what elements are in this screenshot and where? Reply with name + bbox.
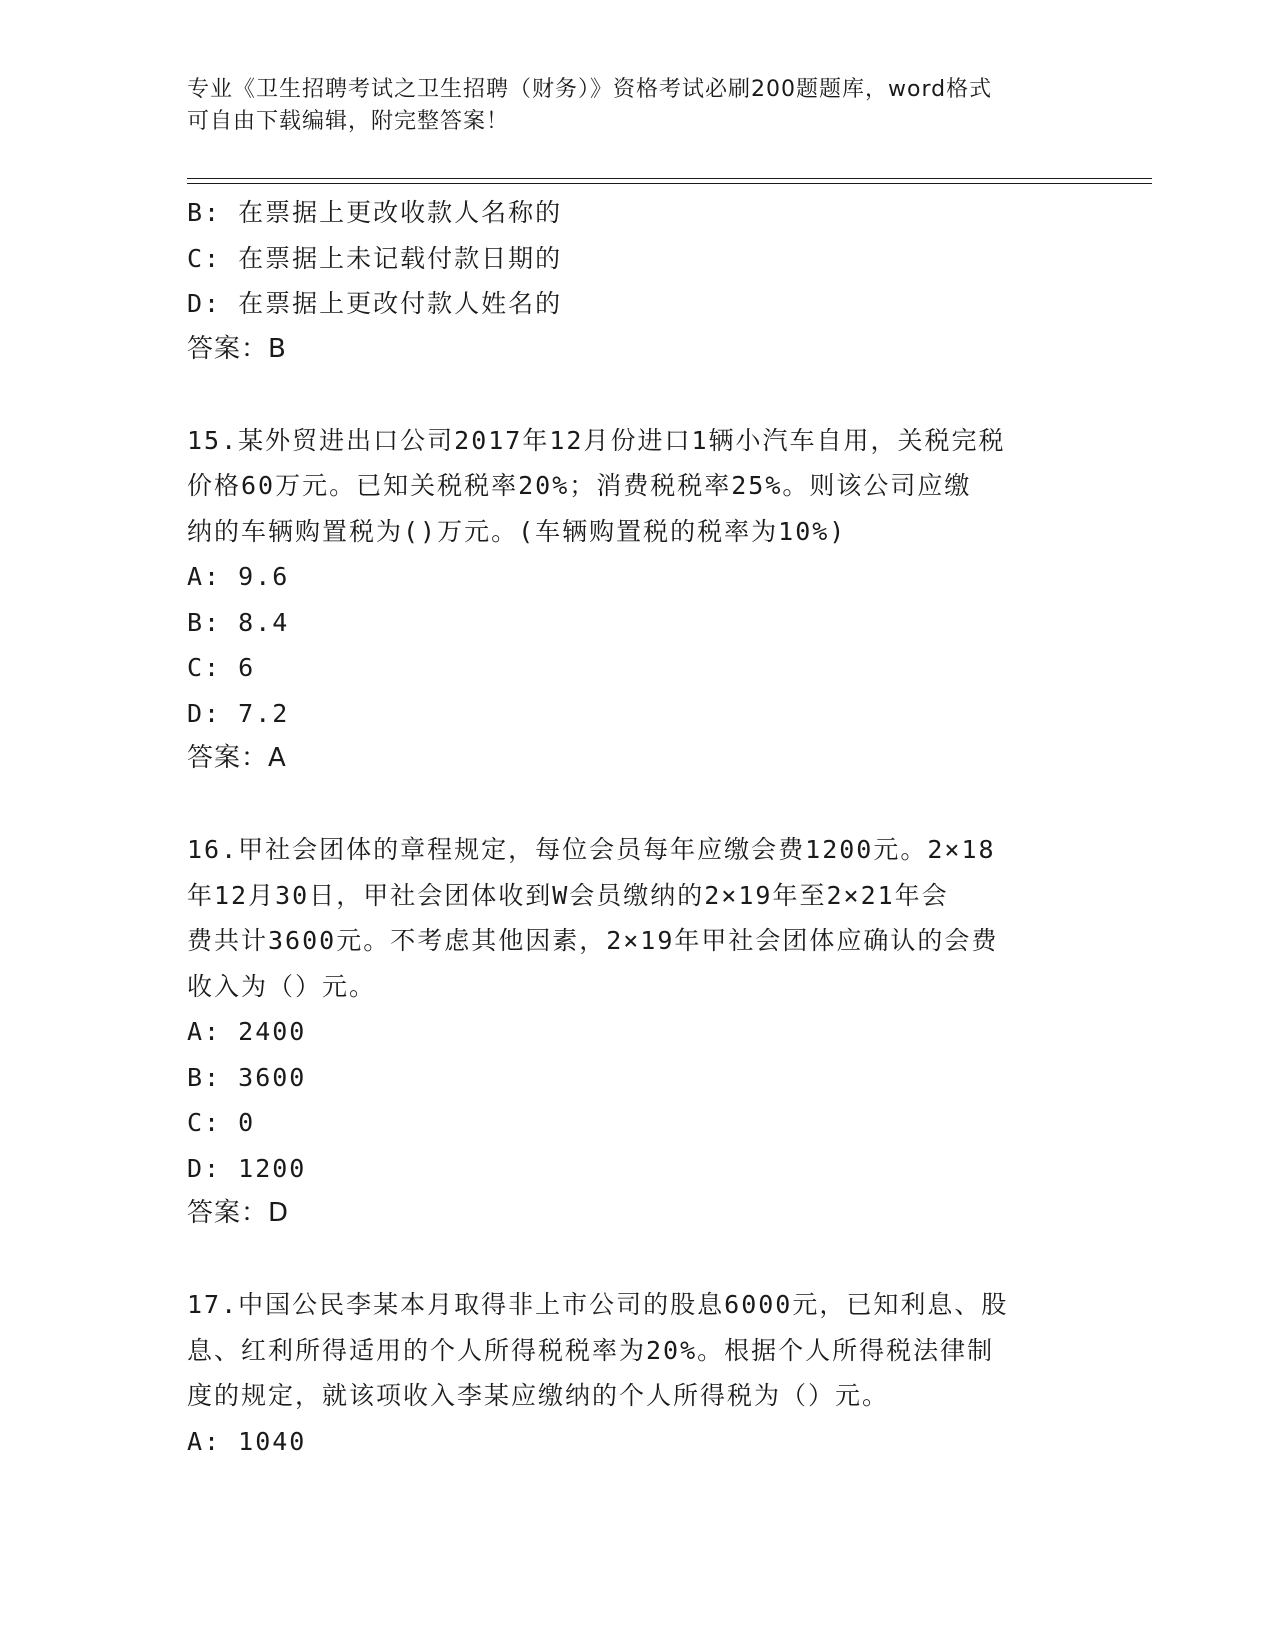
header-divider-bottom	[187, 183, 1152, 184]
question-17	[187, 1282, 1087, 1464]
question-stem-line: 收入为（）元。	[187, 971, 377, 1001]
question-14	[187, 190, 1087, 372]
option-d: D: 7.2	[187, 698, 290, 728]
document-body	[187, 190, 1087, 1464]
question-stem-line: 费共计3600元。不考虑其他因素，2×19年甲社会团体应确认的会费	[187, 926, 999, 955]
spacer	[187, 372, 1087, 418]
option-d: D: 在票据上更改付款人姓名的	[187, 289, 563, 318]
question-stem-line: 17.中国公民李某本月取得非上市公司的股息6000元，已知利息、股	[187, 1290, 1009, 1319]
spacer	[187, 782, 1087, 828]
document-header	[187, 74, 1067, 138]
answer-line: 答案：D	[187, 1198, 290, 1228]
question-stem-line: 年12月30日，甲社会团体收到W会员缴纳的2×19年至2×21年会	[187, 880, 949, 910]
question-stem-line: 度的规定，就该项收入李某应缴纳的个人所得税为（）元。	[187, 1381, 890, 1410]
option-a: A: 2400	[187, 1017, 307, 1046]
option-b: B: 在票据上更改收款人名称的	[187, 198, 563, 227]
header-line-1: 专业《卫生招聘考试之卫生招聘（财务）》资格考试必刷200题题库，word格式	[187, 77, 993, 102]
question-15	[187, 418, 1087, 782]
question-stem-line: 纳的车辆购置税为()万元。(车辆购置税的税率为10%)	[187, 516, 847, 546]
question-stem-line: 息、红利所得适用的个人所得税税率为20%。根据个人所得税法律制	[187, 1335, 995, 1365]
answer-line: 答案：A	[187, 743, 287, 773]
option-d: D: 1200	[187, 1153, 307, 1183]
question-16	[187, 827, 1087, 1237]
header-line-2: 可自由下载编辑，附完整答案！	[187, 109, 510, 134]
option-a: A: 9.6	[187, 562, 290, 591]
question-stem-line: 15.某外贸进出口公司2017年12月份进口1辆小汽车自用，关税完税	[187, 425, 1006, 455]
spacer	[187, 1237, 1087, 1283]
option-c: C: 0	[187, 1108, 256, 1137]
option-c: C: 6	[187, 653, 256, 682]
option-b: B: 8.4	[187, 607, 290, 637]
option-a: A: 1040	[187, 1426, 307, 1456]
question-stem-line: 16.甲社会团体的章程规定，每位会员每年应缴会费1200元。2×18	[187, 835, 996, 864]
question-stem-line: 价格60万元。已知关税税率20%；消费税税率25%。则该公司应缴	[187, 471, 972, 500]
option-c: C: 在票据上未记载付款日期的	[187, 243, 563, 273]
option-b: B: 3600	[187, 1062, 307, 1092]
answer-line: 答案：B	[187, 333, 287, 364]
header-divider-top	[187, 178, 1152, 179]
